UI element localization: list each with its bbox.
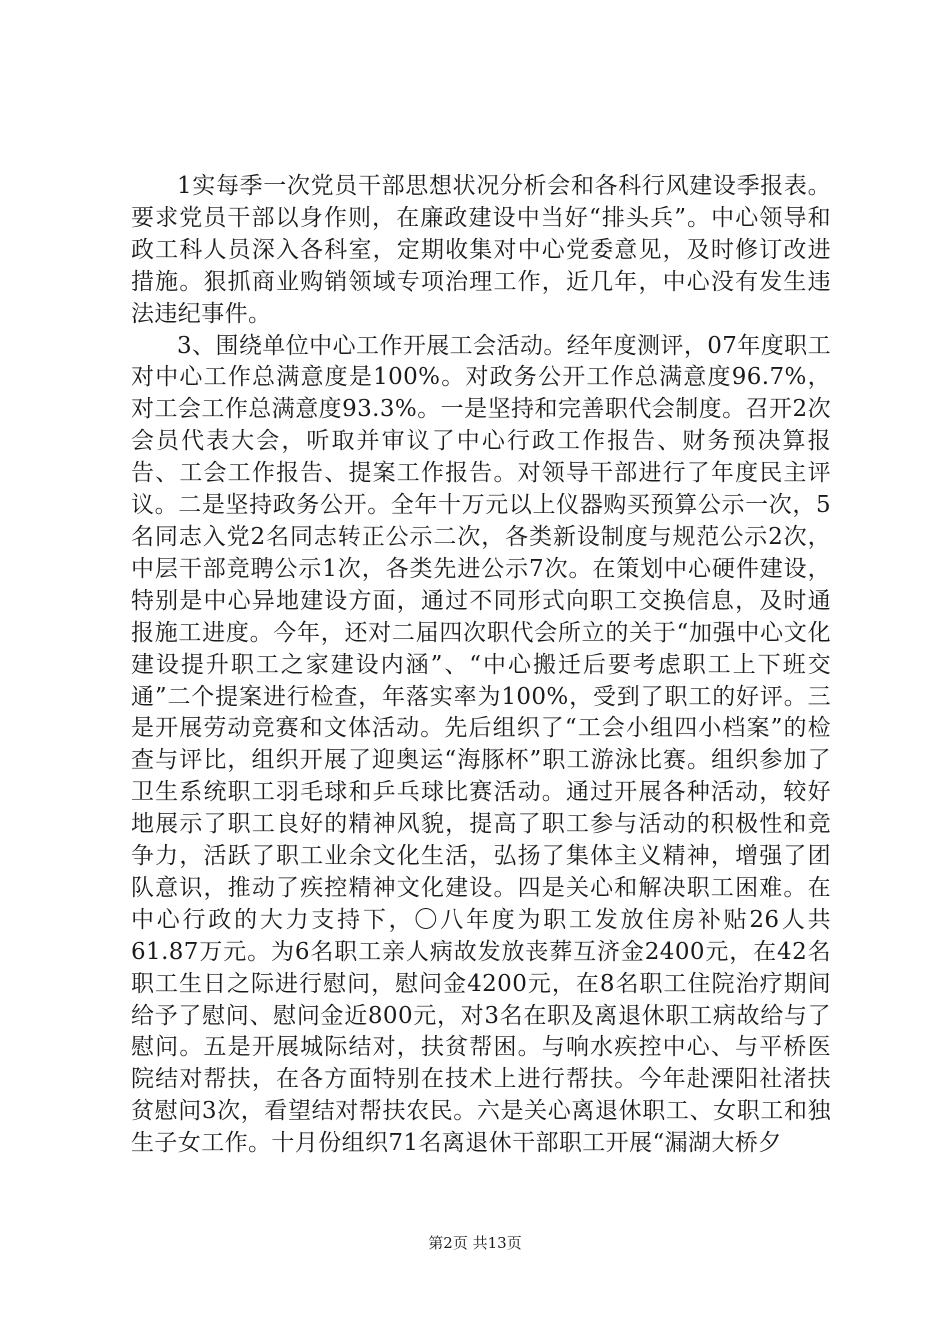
paragraph-2: 3、围绕单位中心工作开展工会活动。经年度测评，07年度职工对中心工作总满意度是100%。对政务公开工作总满意度96.7%，对工会工作总满意度93.3%。一是坚持和完善职代会制度。召开2次会员代表大会，听取并审议了中心行政工作报告、财务预决算报告、工会工作报告、提案工作报告。对领导干部进行了年度民主评议。二是坚持政务公开。全年十万元以上仪器购买预算公示一次，5名同志入党2名同志转正公示二次，各类新设制度与规范公示2次，中层干部竞聘公示1次，各类先进公示7次。在策划中心硬件建设，特别是中心异地建设方面，通过不同形式向职工交换信息，及时通报施工进度。今年，还对二届四次职代会所立的关于“加强中心文化建设提升职工之家建设内涵”、“中心搬迁后要考虑职工上下班交通”二个提案进行检查，年落实率为100%，受到了职工的好评。三是开展劳动竞赛和文体活动。先后组织了“工会小组四小档案”的检查与评比，组织开展了迎奥运“海豚杯”职工游泳比赛。组织参加了卫生系统职工羽毛球和乒乓球比赛活动。通过开展各种活动，较好地展示了职工良好的精神风貌，提高了职工参与活动的积极性和竞争力，活跃了职工业余文化生活，弘扬了集体主义精神，增强了团队意识，推动了疾控精神文化建设。四是关心和解决职工困难。在中心行政的大力支持下，〇八年度为职工发放住房补贴26人共61.87万元。为6名职工亲人病故发放丧葬互济金2400元，在42名职工生日之际进行慰问，慰问金4200元，在8名职工住院治疗期间给予了慰问、慰问金近800元，对3名在职及离退休职工病故给与了慰问。五是开展城际结对，扶贫帮困。与响水疾控中心、与平桥医院结对帮扶，在各方面特别在技术上进行帮扶。今年赴溧阳社渚扶贫慰问3次，看望结对帮扶农民。六是关心离退休职工、女职工和独生子女工作。十月份组织71名离退休干部职工开展“漏湖大桥夕 [131,332,831,1157]
page-footer: 第2页 共13页 [428,1234,522,1252]
paragraph-1: 1实每季一次党员干部思想状况分析会和各科行风建设季报表。要求党员干部以身作则，在廉政建设中当好“排头兵”。中心领导和政工科人员深入各科室，定期收集对中心党委意见，及时修订改进措施。狠抓商业购销领域专项治理工作，近几年，中心没有发生违法违纪事件。 [131,173,831,327]
document-body [131,171,831,1160]
